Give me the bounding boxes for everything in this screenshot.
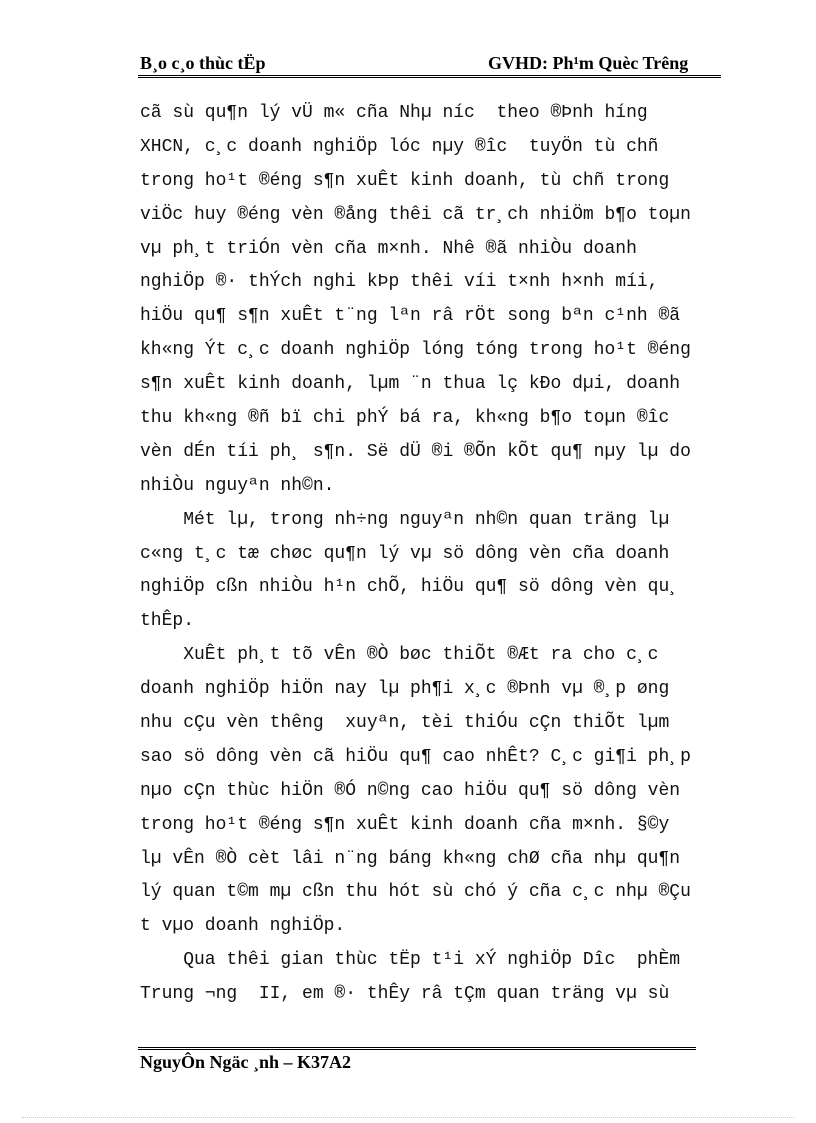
body-line: viÖc huy ®éng vèn ®ång thêi cã tr¸ch nhiÖm b¶o toµn [140, 204, 691, 225]
header-supervisor: GVHD: Ph¹m Quèc Trêng [488, 53, 689, 73]
body-line: s¶n xuÊt kinh doanh, lµm ¨n thua lç kÐo dµi, doanh [140, 374, 681, 395]
body-text [140, 97, 740, 1012]
body-line: Qua thêi gian thùc tËp t¹i xÝ nghiÖp Dîc phÈm [140, 950, 681, 971]
body-line: XuÊt ph¸t tõ vÊn ®Ò bøc thiÕt ®Æt ra cho c¸c [140, 645, 659, 666]
body-line: XHCN, c¸c doanh nghiÖp lóc nµy ®îc tuyÖn tù chñ [140, 136, 659, 157]
body-line: Mét lµ, trong nh÷ng nguyªn nh©n quan träng lµ [140, 509, 670, 530]
body-line: trong ho¹t ®éng s¶n xuÊt kinh doanh cña m×nh. §©y [140, 814, 670, 835]
body-line: thÊp. [140, 611, 195, 632]
footer-divider [138, 1047, 696, 1050]
body-line: vèn dÉn tíi ph¸ s¶n. Së dÜ ®i ®Õn kÕt qu¶ nµy lµ do [140, 441, 691, 462]
body-line: thu kh«ng ®ñ bï chi phÝ bá ra, kh«ng b¶o toµn ®îc [140, 408, 670, 429]
page-bottom-border [22, 1117, 794, 1118]
body-line: Trung ¬ng II, em ®· thÊy râ tÇm quan träng vµ sù [140, 984, 670, 1005]
header-report-title: B¸o c¸o thùc tËp [140, 53, 266, 73]
body-line: nhiÒu nguyªn nh©n. [140, 475, 335, 496]
body-line: vµ ph¸t triÓn vèn cña m×nh. Nhê ®ã nhiÒu doanh [140, 238, 637, 259]
body-line: nµo cÇn thùc hiÖn ®Ó n©ng cao hiÖu qu¶ sö dông vèn [140, 780, 681, 801]
body-line: hiÖu qu¶ s¶n xuÊt t¨ng lªn râ rÖt song bªn c¹nh ®ã [140, 306, 681, 327]
body-line: nhu cÇu vèn thêng xuyªn, tèi thiÓu cÇn thiÕt lµm [140, 713, 670, 734]
body-line: c«ng t¸c tæ chøc qu¶n lý vµ sö dông vèn cña doanh [140, 543, 670, 564]
body-line: cã sù qu¶n lý vÜ m« cña Nhµ níc theo ®Þnh híng [140, 103, 648, 123]
footer-author: NguyÔn Ngäc ¸nh – K37A2 [140, 1052, 352, 1072]
body-line: lµ vÊn ®Ò cèt lâi n¨ng báng kh«ng chØ cña nhµ qu¶n [140, 848, 681, 869]
header-divider [138, 75, 721, 78]
body-line: nghiÖp cßn nhiÒu h¹n chÕ, hiÖu qu¶ sö dông vèn qu¸ [140, 577, 681, 598]
body-line: trong ho¹t ®éng s¶n xuÊt kinh doanh, tù chñ trong [140, 170, 670, 191]
body-line: lý quan t©m mµ cßn thu hót sù chó ý cña c¸c nhµ ®Çu [140, 882, 691, 903]
body-line: kh«ng Ýt c¸c doanh nghiÖp lóng tóng trong ho¹t ®éng [140, 340, 691, 361]
body-line: t vµo doanh nghiÖp. [140, 916, 346, 937]
body-line: sao sö dông vèn cã hiÖu qu¶ cao nhÊt? C¸c gi¶i ph¸p [140, 746, 691, 767]
body-line: nghiÖp ®· thÝch nghi kÞp thêi víi t×nh h×nh míi, [140, 272, 659, 293]
body-line: doanh nghiÖp hiÖn nay lµ ph¶i x¸c ®Þnh vµ ®¸p øng [140, 679, 670, 700]
